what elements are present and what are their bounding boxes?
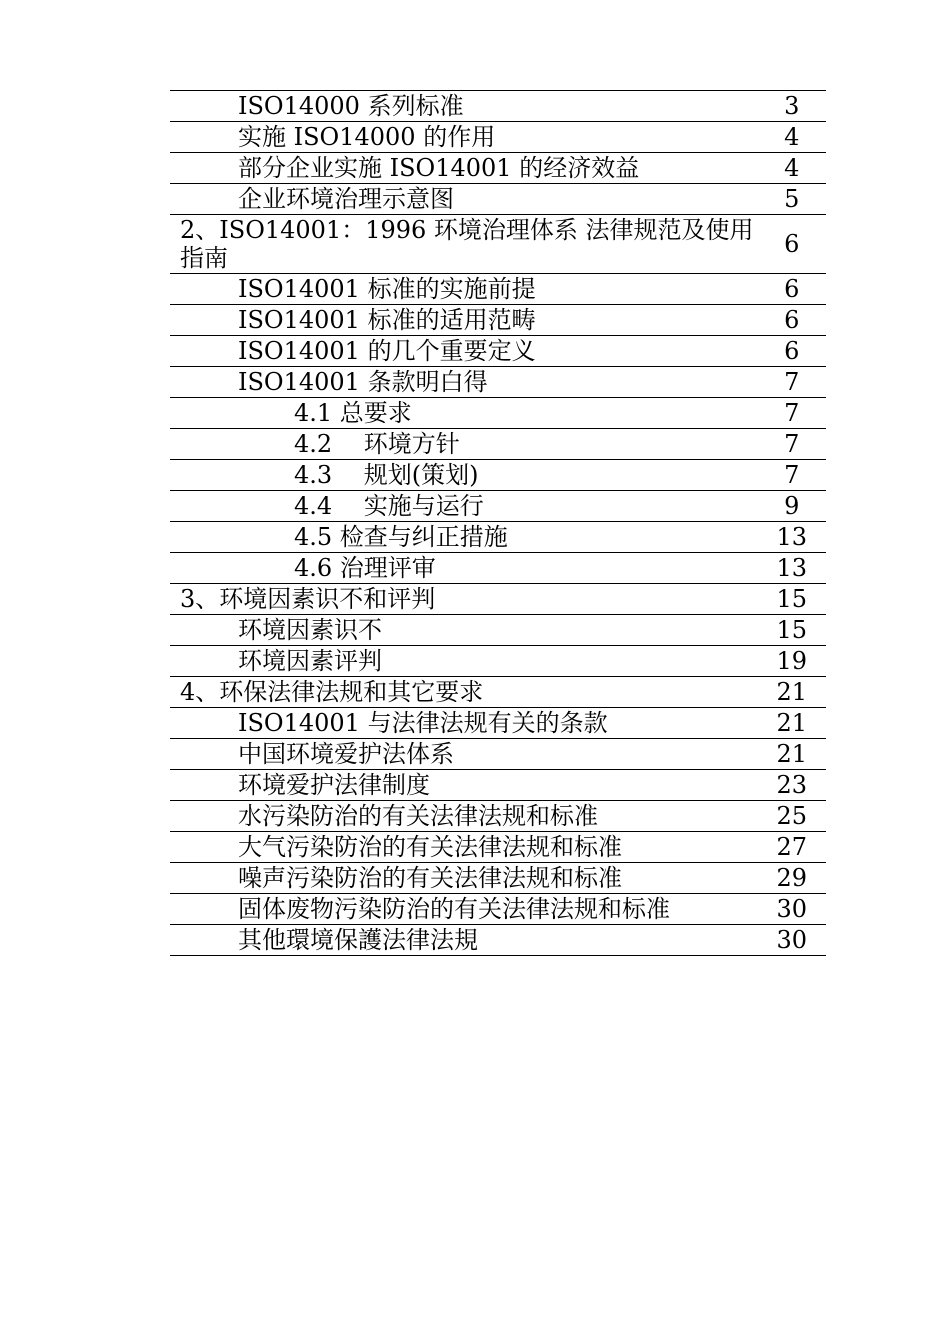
- toc-row[interactable]: [170, 522, 826, 553]
- toc-entry-page: 6: [758, 215, 826, 274]
- toc-entry-page: 6: [758, 274, 826, 305]
- toc-row[interactable]: [170, 801, 826, 832]
- toc-row[interactable]: [170, 677, 826, 708]
- toc-entry-title: 中国环境爱护法体系: [170, 739, 758, 770]
- toc-entry-title: 3、环境因素识不和评判: [170, 584, 758, 615]
- toc-entry-title: ISO14000 系列标准: [170, 91, 758, 122]
- toc-entry-title: 噪声污染防治的有关法律法规和标准: [170, 863, 758, 894]
- toc-entry-title: 部分企业实施 ISO14001 的经济效益: [170, 153, 758, 184]
- toc-row[interactable]: [170, 336, 826, 367]
- toc-entry-page: 4: [758, 153, 826, 184]
- toc-entry-title: ISO14001 与法律法规有关的条款: [170, 708, 758, 739]
- toc-row[interactable]: [170, 925, 826, 956]
- toc-row[interactable]: [170, 153, 826, 184]
- table-of-contents: [170, 90, 826, 956]
- toc-entry-title: 2、ISO14001：1996 环境治理体系 法律规范及使用指南: [170, 215, 758, 274]
- toc-entry-page: 4: [758, 122, 826, 153]
- toc-row[interactable]: [170, 491, 826, 522]
- toc-entry-title: 其他環境保護法律法規: [170, 925, 758, 956]
- toc-entry-title: 4.1 总要求: [170, 398, 758, 429]
- toc-entry-page: 30: [758, 894, 826, 925]
- toc-entry-page: 7: [758, 460, 826, 491]
- toc-entry-page: 25: [758, 801, 826, 832]
- toc-entry-title: ISO14001 条款明白得: [170, 367, 758, 398]
- toc-entry-title: ISO14001 的几个重要定义: [170, 336, 758, 367]
- toc-entry-title: 环境爱护法律制度: [170, 770, 758, 801]
- toc-entry-page: 29: [758, 863, 826, 894]
- toc-row[interactable]: [170, 739, 826, 770]
- toc-row[interactable]: [170, 708, 826, 739]
- toc-entry-page: 27: [758, 832, 826, 863]
- toc-row[interactable]: [170, 215, 826, 274]
- toc-entry-page: 15: [758, 584, 826, 615]
- toc-entry-title: ISO14001 标准的适用范畴: [170, 305, 758, 336]
- toc-entry-page: 21: [758, 739, 826, 770]
- toc-entry-title: 4.4 实施与运行: [170, 491, 758, 522]
- toc-entry-page: 30: [758, 925, 826, 956]
- toc-row[interactable]: [170, 460, 826, 491]
- toc-row[interactable]: [170, 274, 826, 305]
- toc-entry-title: 水污染防治的有关法律法规和标准: [170, 801, 758, 832]
- toc-entry-page: 5: [758, 184, 826, 215]
- toc-entry-title: 4.3 规划(策划): [170, 460, 758, 491]
- toc-entry-page: 23: [758, 770, 826, 801]
- toc-entry-title: 4.6 治理评审: [170, 553, 758, 584]
- toc-entry-page: 6: [758, 336, 826, 367]
- toc-entry-title: 实施 ISO14000 的作用: [170, 122, 758, 153]
- toc-entry-title: 环境因素评判: [170, 646, 758, 677]
- toc-entry-page: 15: [758, 615, 826, 646]
- toc-entry-page: 21: [758, 708, 826, 739]
- toc-entry-page: 19: [758, 646, 826, 677]
- toc-row[interactable]: [170, 863, 826, 894]
- toc-entry-title: 4.2 环境方针: [170, 429, 758, 460]
- toc-entry-title: 4.5 检查与纠正措施: [170, 522, 758, 553]
- toc-row[interactable]: [170, 398, 826, 429]
- toc-entry-title: 大气污染防治的有关法律法规和标准: [170, 832, 758, 863]
- toc-row[interactable]: [170, 122, 826, 153]
- toc-entry-page: 9: [758, 491, 826, 522]
- toc-entry-title: 环境因素识不: [170, 615, 758, 646]
- toc-row[interactable]: [170, 832, 826, 863]
- toc-row[interactable]: [170, 770, 826, 801]
- toc-entry-title: 4、环保法律法规和其它要求: [170, 677, 758, 708]
- toc-entry-title: 固体废物污染防治的有关法律法规和标准: [170, 894, 758, 925]
- toc-row[interactable]: [170, 615, 826, 646]
- toc-row[interactable]: [170, 91, 826, 122]
- toc-entry-page: 7: [758, 429, 826, 460]
- toc-row[interactable]: [170, 553, 826, 584]
- toc-row[interactable]: [170, 894, 826, 925]
- toc-entry-page: 13: [758, 522, 826, 553]
- toc-row[interactable]: [170, 429, 826, 460]
- toc-entry-page: 7: [758, 398, 826, 429]
- toc-row[interactable]: [170, 367, 826, 398]
- toc-row[interactable]: [170, 584, 826, 615]
- toc-entry-page: 13: [758, 553, 826, 584]
- toc-entry-page: 7: [758, 367, 826, 398]
- toc-entry-title: 企业环境治理示意图: [170, 184, 758, 215]
- toc-entry-page: 6: [758, 305, 826, 336]
- toc-entry-page: 21: [758, 677, 826, 708]
- toc-entry-page: 3: [758, 91, 826, 122]
- toc-row[interactable]: [170, 184, 826, 215]
- toc-entry-title: ISO14001 标准的实施前提: [170, 274, 758, 305]
- toc-row[interactable]: [170, 305, 826, 336]
- toc-row[interactable]: [170, 646, 826, 677]
